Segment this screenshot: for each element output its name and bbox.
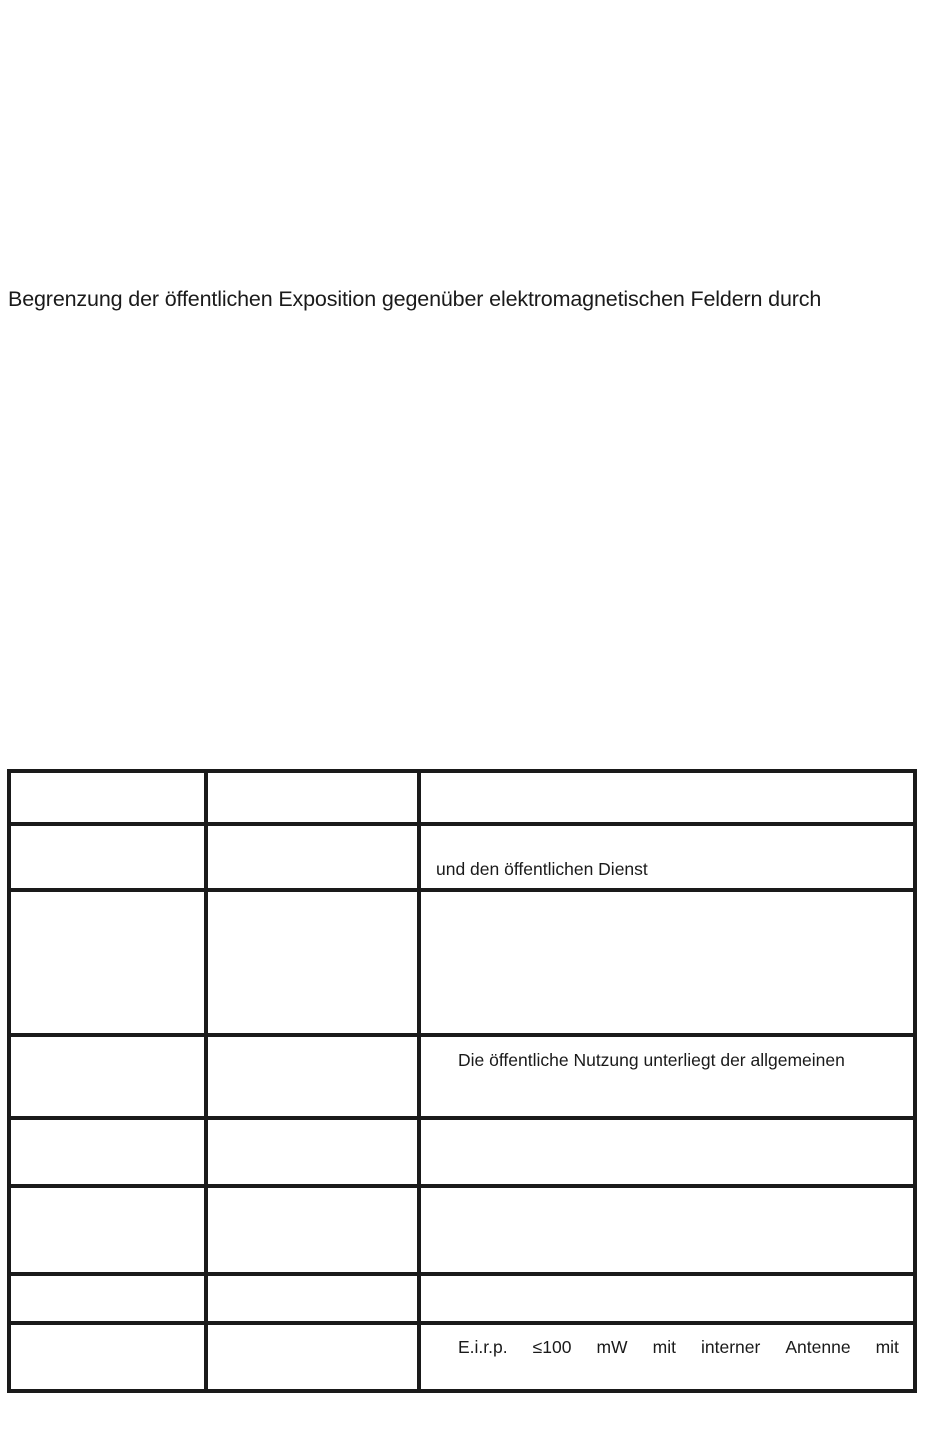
table-cell <box>9 1035 206 1118</box>
table-cell <box>206 1035 419 1118</box>
table-row <box>9 1118 915 1186</box>
table-cell <box>9 1118 206 1186</box>
cell-word: Antenne <box>785 1337 851 1357</box>
table-cell <box>419 890 915 1035</box>
cell-word: interner <box>700 1337 761 1357</box>
table-row <box>9 1035 915 1118</box>
table-cell <box>9 824 206 890</box>
table-cell <box>9 1186 206 1274</box>
table-cell <box>419 824 915 890</box>
table-row <box>9 1323 915 1391</box>
cell-text-justified <box>458 1337 899 1358</box>
table-cell <box>9 1323 206 1391</box>
table-row <box>9 771 915 824</box>
cell-word: ≤100 <box>532 1337 572 1357</box>
data-table <box>7 769 917 1393</box>
table-row <box>9 890 915 1035</box>
page-heading: Begrenzung der öffentlichen Exposition gegenüber elektromagnetischen Feldern durch <box>8 287 822 311</box>
table-cell <box>206 1323 419 1391</box>
table-cell <box>419 771 915 824</box>
table-row <box>9 1186 915 1274</box>
cell-word: mit <box>875 1337 899 1357</box>
cell-text: und den öffentlichen Dienst <box>436 859 648 879</box>
table-cell <box>419 1274 915 1323</box>
table-cell <box>419 1323 915 1391</box>
table-cell <box>206 890 419 1035</box>
table-cell <box>206 1274 419 1323</box>
cell-word: mit <box>652 1337 676 1357</box>
cell-text: Die öffentliche Nutzung unterliegt der allgemeinen <box>458 1050 845 1070</box>
table-cell <box>419 1035 915 1118</box>
table-cell <box>206 771 419 824</box>
table-cell <box>419 1118 915 1186</box>
table-cell <box>9 1274 206 1323</box>
table-row <box>9 824 915 890</box>
table-cell <box>9 771 206 824</box>
table-cell <box>206 1118 419 1186</box>
table-cell <box>9 890 206 1035</box>
table-cell <box>206 1186 419 1274</box>
table-cell <box>206 824 419 890</box>
table-row <box>9 1274 915 1323</box>
table-cell <box>419 1186 915 1274</box>
cell-word: E.i.r.p. <box>458 1337 508 1357</box>
cell-word: mW <box>596 1337 628 1357</box>
